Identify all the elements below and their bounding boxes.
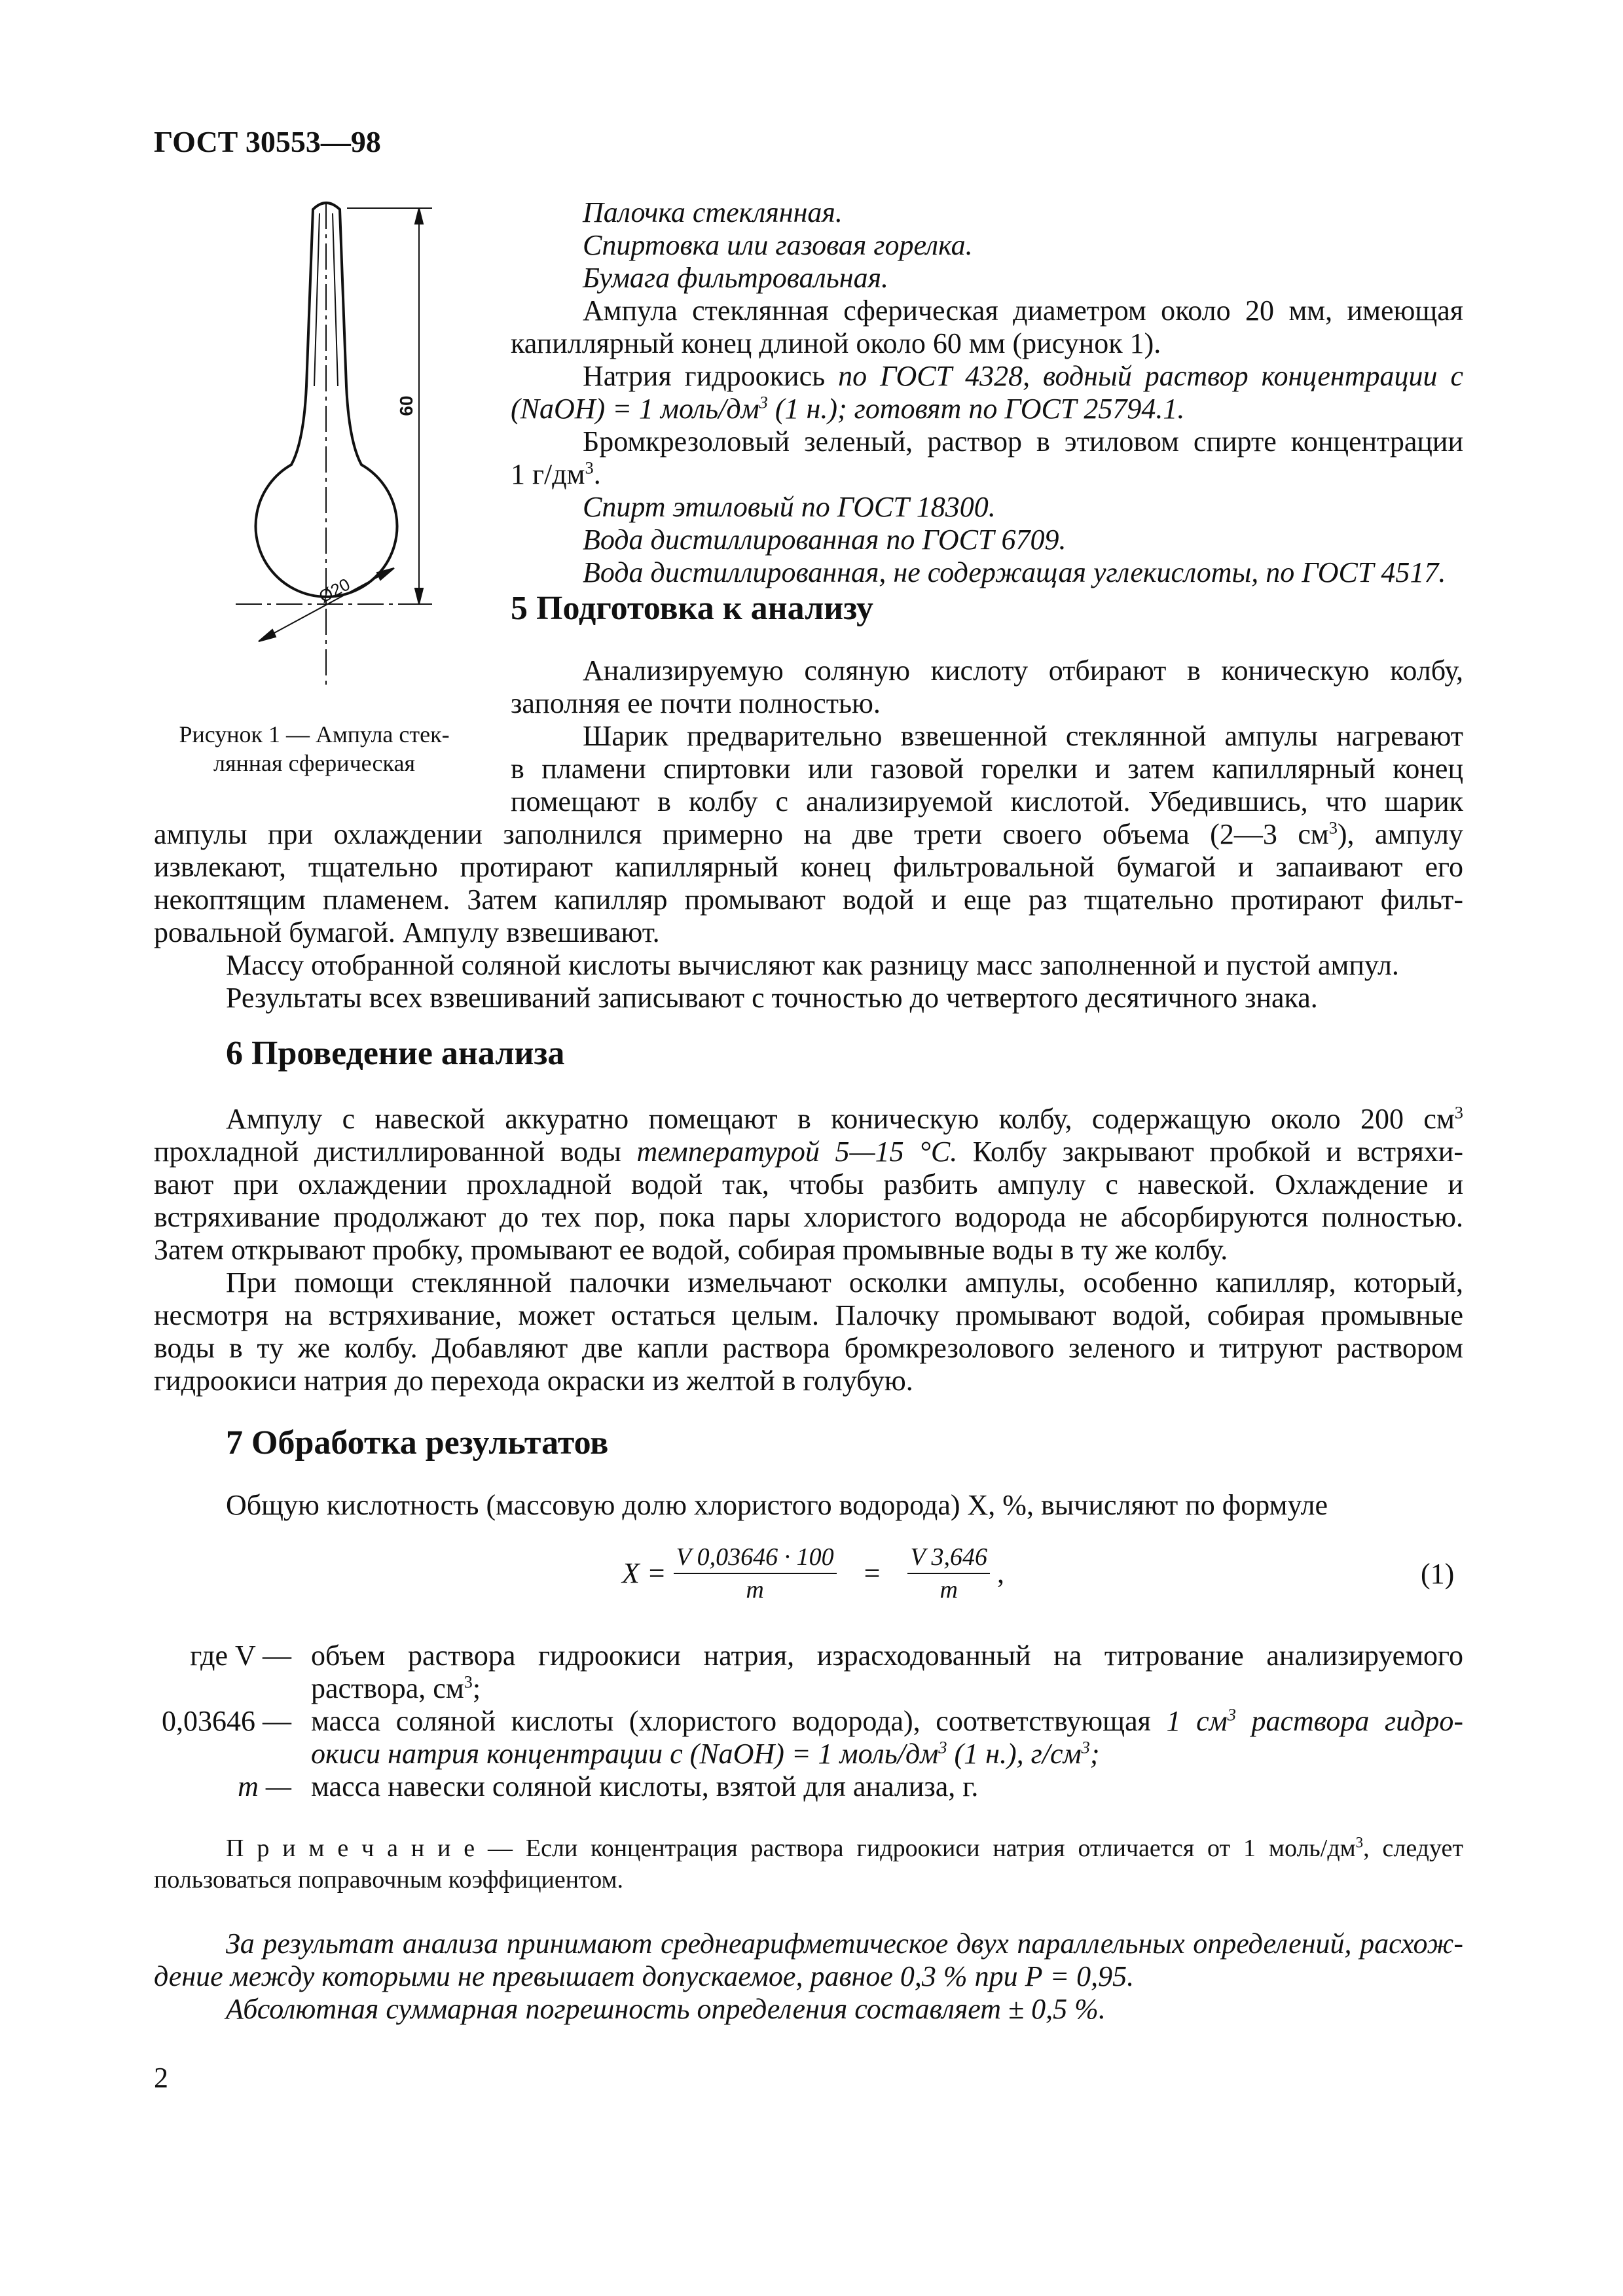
superscript: 3 bbox=[1454, 1102, 1463, 1122]
reagent-item bbox=[511, 360, 1463, 393]
text: 1 г/дм bbox=[511, 458, 585, 490]
definition-row bbox=[154, 1705, 1463, 1770]
dimension-60 bbox=[347, 208, 432, 604]
paragraph-line: несмотря на встряхивание, может остаться целым. Палочку промывают водой, собирая промывные bbox=[154, 1299, 1463, 1331]
text: температурой 5—15 °С. bbox=[636, 1136, 958, 1168]
paragraph-line: Результаты всех взвешиваний записывают с точностью до четвертого десятичного знака. bbox=[226, 982, 1318, 1014]
paragraph-line: Затем открывают пробку, промывают ее водой, собирая промывные воды в ту же колбу. bbox=[154, 1234, 1228, 1266]
reagent-item: Ампула стеклянная сферическая диаметром около 20 мм, имеющая bbox=[583, 295, 1463, 327]
dimension-diameter-label: Ø20 bbox=[316, 574, 354, 607]
paragraph-line: За результат анализа принимают среднеарифметическое двух параллельных определений, расхож- bbox=[226, 1928, 1463, 1960]
definition-row bbox=[154, 1770, 1463, 1803]
definition-row bbox=[154, 1640, 1463, 1705]
reagent-item bbox=[511, 458, 1463, 491]
formula bbox=[622, 1541, 1004, 1605]
paragraph-line: ровальной бумагой. Ампулу взвешивают. bbox=[154, 916, 660, 948]
reagent-item bbox=[511, 393, 1463, 425]
formula-fraction-1 bbox=[674, 1541, 837, 1605]
paragraph-line: вают при охлаждении прохладной водой так, чтобы разбить ампулу с навеской. Охлаждение и bbox=[154, 1168, 1463, 1200]
paragraph-line bbox=[154, 818, 1463, 851]
paragraph-line: в пламени спиртовки или газовой горелки и затем капиллярный конец bbox=[511, 753, 1463, 785]
reagents-list bbox=[511, 196, 1463, 589]
text: масса соляной кислоты (хлористого водорода), соответствующая bbox=[311, 1705, 1167, 1737]
paragraph-line: некоптящим пламенем. Затем капилляр промывают водой и еще раз тщательно протирают фильт- bbox=[154, 884, 1463, 916]
paragraph-line: При помощи стеклянной палочки измельчают осколки ампулы, особенно капилляр, который, bbox=[226, 1266, 1463, 1299]
reagent-item: Спирт этиловый по ГОСТ 18300. bbox=[583, 491, 996, 523]
formula-intro: Общую кислотность (массовую долю хлористого водорода) X, %, вычисляют по формуле bbox=[226, 1489, 1328, 1521]
note bbox=[154, 1833, 1463, 1895]
formula-lhs: X = bbox=[622, 1557, 666, 1589]
section6-body bbox=[154, 1103, 1463, 1397]
text: ; bbox=[472, 1672, 481, 1704]
figure-caption-line: лянная сферическая bbox=[213, 750, 416, 776]
section5-body-upper bbox=[511, 655, 1463, 818]
text: (1 н.), г/см bbox=[947, 1738, 1082, 1770]
paragraph-line: извлекают, тщательно протирают капиллярный конец фильтровальной бумагой и запаивают его bbox=[154, 851, 1463, 883]
text: ), ампулу bbox=[1337, 818, 1463, 850]
text: . bbox=[593, 458, 601, 490]
section5-body-lower bbox=[154, 818, 1463, 1014]
text: по ГОСТ 4328, водный раствор концентрации с bbox=[838, 360, 1464, 392]
text: 1 см bbox=[1166, 1705, 1228, 1737]
paragraph-line: помещают в колбу с анализируемой кислотой. Убедившись, что шарик bbox=[511, 785, 1463, 817]
paragraph-line: Шарик предварительно взвешенной стеклянной ампулы нагревают bbox=[583, 720, 1463, 752]
reagent-item: Палочка стеклянная. bbox=[583, 196, 843, 228]
definition-line: объем раствора гидроокиси натрия, израсходованный на титрование анализируемого bbox=[311, 1640, 1463, 1672]
definition-line bbox=[311, 1705, 1463, 1738]
ampoule-center-lines bbox=[236, 203, 419, 687]
paragraph-line bbox=[154, 1136, 1463, 1168]
reagent-item: Вода дистиллированная, не содержащая углекислоты, по ГОСТ 4517. bbox=[583, 556, 1446, 588]
text: раствора, см bbox=[311, 1672, 464, 1704]
reagent-item: Бромкрезоловый зеленый, раствор в этиловом спирте концентрации bbox=[583, 425, 1463, 457]
formula-numerator: V 3,646 bbox=[907, 1541, 990, 1574]
text: (NaOH) = 1 моль/дм bbox=[511, 393, 759, 425]
superscript: 3 bbox=[1227, 1704, 1236, 1725]
formula-equals: = bbox=[864, 1557, 881, 1589]
text: (1 н.); готовят по ГОСТ 25794.1. bbox=[767, 393, 1185, 425]
standard-header: ГОСТ 30553—98 bbox=[154, 125, 381, 158]
variable-definitions bbox=[154, 1640, 1463, 1803]
note-label: П р и м е ч а н и е bbox=[226, 1835, 475, 1862]
text: раствора гидро- bbox=[1235, 1705, 1464, 1737]
page-number: 2 bbox=[154, 2062, 168, 2094]
definition-line bbox=[311, 1738, 1463, 1770]
formula-fraction-2 bbox=[907, 1541, 990, 1605]
note-line: пользоваться поправочным коэффициентом. bbox=[154, 1866, 624, 1893]
figure-caption-line: Рисунок 1 — Ампула стек- bbox=[179, 721, 450, 747]
formula-number: (1) bbox=[1421, 1558, 1455, 1590]
dimension-60-label: 60 bbox=[396, 395, 416, 416]
text: Ампулу с навеской аккуратно помещают в коническую колбу, содержащую около 200 см bbox=[226, 1103, 1455, 1135]
text: окиси натрия концентрации с (NaOH) = 1 моль/дм bbox=[311, 1738, 939, 1770]
superscript: 3 bbox=[938, 1737, 947, 1757]
text: Колбу закрывают пробкой и встряхи- bbox=[957, 1136, 1464, 1168]
superscript: 3 bbox=[585, 457, 594, 478]
section-heading: 5 Подготовка к анализу bbox=[511, 590, 874, 627]
definition-text: масса навески соляной кислоты, взятой для анализа, г. bbox=[311, 1770, 979, 1803]
text: ; bbox=[1089, 1738, 1100, 1770]
reagent-item: Бумага фильтровальная. bbox=[583, 262, 889, 294]
note-line bbox=[154, 1833, 1463, 1864]
paragraph-line: дение между которыми не превышает допускаемое, равное 0,3 % при Р = 0,95. bbox=[154, 1960, 1135, 1992]
text: , следует bbox=[1363, 1835, 1463, 1862]
formula-denominator: m bbox=[746, 1576, 764, 1604]
section-heading: 7 Обработка результатов bbox=[226, 1424, 609, 1462]
definition-line bbox=[311, 1672, 1463, 1705]
section-heading: 6 Проведение анализа bbox=[226, 1035, 565, 1072]
superscript: 3 bbox=[1081, 1737, 1090, 1757]
paragraph-line: Абсолютная суммарная погрешность определения составляет ± 0,5 %. bbox=[226, 1993, 1106, 2025]
formula-denominator: m bbox=[939, 1576, 958, 1604]
definition-text bbox=[311, 1705, 1463, 1770]
text: прохладной дистиллированной воды bbox=[154, 1136, 637, 1168]
paragraph-line: Массу отобранной соляной кислоты вычисляют как разницу масс заполненной и пустой ампул. bbox=[226, 949, 1399, 981]
superscript: 3 bbox=[1328, 817, 1338, 838]
text: ампулы при охлаждении заполнился примерно на две трети своего объема (2—3 см bbox=[154, 818, 1329, 850]
reagent-item: капиллярный конец длиной около 60 мм (рисунок 1). bbox=[511, 327, 1161, 359]
definition-symbol: где V — bbox=[190, 1640, 291, 1672]
superscript: 3 bbox=[759, 392, 768, 412]
ampoule-figure bbox=[223, 190, 471, 700]
text: — Если концентрация раствора гидроокиси натрия отличается от 1 моль/дм bbox=[475, 1835, 1356, 1862]
formula-tail: , bbox=[996, 1557, 1004, 1589]
paragraph-line: Анализируемую соляную кислоту отбирают в коническую колбу, bbox=[583, 655, 1463, 687]
reagent-item: Вода дистиллированная по ГОСТ 6709. bbox=[583, 524, 1067, 556]
definition-text bbox=[311, 1640, 1463, 1705]
paragraph-line: заполняя ее почти полностью. bbox=[511, 687, 881, 719]
text: Натрия гидроокись bbox=[583, 360, 826, 392]
paragraph-line: встряхивание продолжают до тех пор, пока пары хлористого водорода не абсорбируются полностью. bbox=[154, 1201, 1463, 1233]
figure-caption bbox=[160, 720, 468, 778]
superscript: 3 bbox=[464, 1672, 473, 1692]
paragraph-line: гидроокиси натрия до перехода окраски из желтой в голубую. bbox=[154, 1365, 913, 1397]
reagent-item: Спиртовка или газовая горелка. bbox=[583, 229, 973, 261]
result-statement bbox=[154, 1928, 1463, 2026]
paragraph-line: воды в ту же колбу. Добавляют две капли раствора бромкрезолового зеленого и титруют раствором bbox=[154, 1332, 1463, 1364]
definition-symbol: m — bbox=[238, 1770, 291, 1803]
definition-symbol: 0,03646 — bbox=[162, 1705, 291, 1737]
superscript: 3 bbox=[1355, 1834, 1364, 1851]
paragraph-line bbox=[154, 1103, 1463, 1136]
formula-numerator: V 0,03646 · 100 bbox=[674, 1541, 837, 1574]
